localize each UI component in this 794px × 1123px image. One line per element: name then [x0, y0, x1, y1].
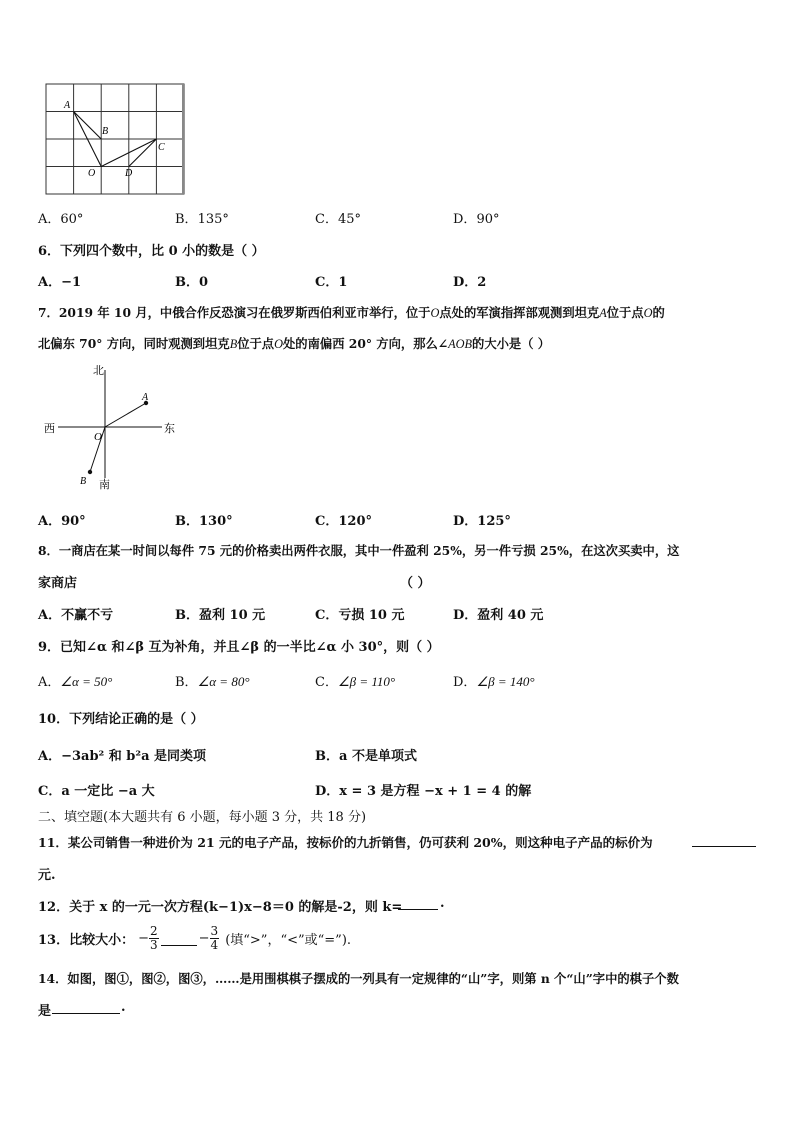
q13-fraction-2-sign: − [198, 930, 210, 946]
compass-south-label: 南 [99, 479, 110, 491]
q9-stem: 9．已知∠α 和∠β 互为补角，并且∠β 的一半比∠α 小 30°，则（ ） [38, 640, 440, 655]
q6-option-c: C．1 [315, 275, 348, 290]
q8-option-a: A．不赢不亏 [38, 608, 114, 623]
q14-end: . [121, 1000, 126, 1015]
q11-stem-line1: 11．某公司销售一种进价为 21 元的电子产品，按标价的九折销售，仍可获利 20%，则这种电子产品的标价为 [38, 835, 653, 850]
q6-stem: 6．下列四个数中，比 0 小的数是（ ） [38, 244, 265, 259]
q7-stem-line1: 7．2019 年 10 月，中俄合作反恐演习在俄罗斯西伯利亚市举行，位于O点处的军演指挥部观测到坦克A位于点O的 [38, 305, 665, 320]
q7-option-a: A．90° [38, 514, 86, 529]
q10-option-b: B．a 不是单项式 [315, 749, 417, 764]
q9-option-a: A．∠α = 50° [38, 674, 113, 690]
q13-fraction-1: $\frac{2}{3}$ [150, 923, 158, 952]
q14-answer-blank[interactable] [52, 1013, 120, 1014]
q7-stem-line2: 北偏东 70° 方向，同时观测到坦克B位于点O处的南偏西 20° 方向，那么∠AOB的大小是（ ） [38, 336, 551, 351]
q5-label-a: A [64, 100, 71, 111]
q13-fraction-1-sign: − [138, 930, 149, 946]
q5-option-b: B．135° [175, 212, 229, 227]
q13-fraction-2: $\frac{3}{4}$ [210, 923, 219, 952]
q5-option-d: D．90° [453, 212, 500, 227]
q8-stem-line2: 家商店 [38, 576, 78, 591]
section-2-title: 二、填空题(本大题共有 6 小题，每小题 3 分，共 18 分) [38, 810, 367, 825]
compass-north-label: 北 [93, 365, 104, 377]
ray-oa [105, 403, 146, 427]
q7-compass-figure [40, 360, 190, 495]
q5-label-o: O [88, 168, 96, 179]
q10-option-d: D．x = 3 是方程 −x + 1 = 4 的解 [315, 784, 532, 799]
q8-stem-line1: 8．一商店在某一时间以每件 75 元的价格卖出两件衣服，其中一件盈利 25%，另一件亏损 25%，在这次买卖中，这 [38, 543, 680, 558]
q5-option-c: C．45° [315, 212, 361, 227]
q7-label-b: B [80, 476, 87, 487]
q14-stem-line2: 是 [38, 1004, 52, 1019]
q12-answer-blank[interactable] [398, 909, 438, 910]
q7-label-a: A [142, 392, 149, 403]
q6-option-a: A．−1 [38, 275, 82, 290]
q5-option-a: A．60° [38, 212, 84, 227]
q14-stem-line1: 14．如图，图①，图②，图③，……是用围棋棋子摆成的一列具有一定规律的“山”字，则第 n 个“山”字中的棋子个数 [38, 971, 679, 986]
q7-label-o: O [94, 431, 102, 443]
q8-option-c: C．亏损 10 元 [315, 608, 405, 623]
q12-stem: 12．关于 x 的一元一次方程(k−1)x−8＝0 的解是-2，则 k= [38, 900, 403, 915]
q5-label-c: C [158, 142, 165, 153]
q11-stem-line2: 元. [38, 868, 56, 883]
q7-option-b: B．130° [175, 514, 233, 529]
q10-option-c: C．a 一定比 −a 大 [38, 784, 155, 799]
q12-end: . [440, 896, 445, 911]
q5-label-d: D [125, 168, 133, 179]
q9-option-b: B．∠α = 80° [175, 674, 250, 690]
q13-answer-blank[interactable] [161, 930, 197, 946]
q10-stem: 10．下列结论正确的是（ ） [38, 712, 204, 727]
q8-option-d: D．盈利 40 元 [453, 608, 544, 623]
compass-west-label: 西 [44, 423, 55, 435]
q8-answer-blank: （ ） [400, 576, 431, 591]
q8-option-b: B．盈利 10 元 [175, 608, 266, 623]
q5-label-b: B [102, 126, 109, 137]
q11-answer-blank[interactable] [692, 846, 756, 847]
q5-grid-figure [40, 80, 190, 198]
q6-option-b: B．0 [175, 275, 209, 290]
q9-option-d: D．∠β = 140° [453, 674, 535, 690]
compass-east-label: 东 [164, 423, 175, 435]
q10-option-a: A．−3ab² 和 b²a 是同类项 [38, 749, 207, 764]
q7-option-d: D．125° [453, 514, 511, 529]
q9-option-c: C．∠β = 110° [315, 674, 396, 690]
q13-stem: 13．比较大小： − $\frac{2}{3}$ − $\frac{3}{4}$ (填“>”，“<”或“=”). [38, 923, 352, 952]
q13-suffix: (填“>”，“<”或“=”). [225, 932, 352, 948]
point-b [88, 470, 92, 474]
q6-option-d: D．2 [453, 275, 487, 290]
q7-option-c: C．120° [315, 514, 372, 529]
